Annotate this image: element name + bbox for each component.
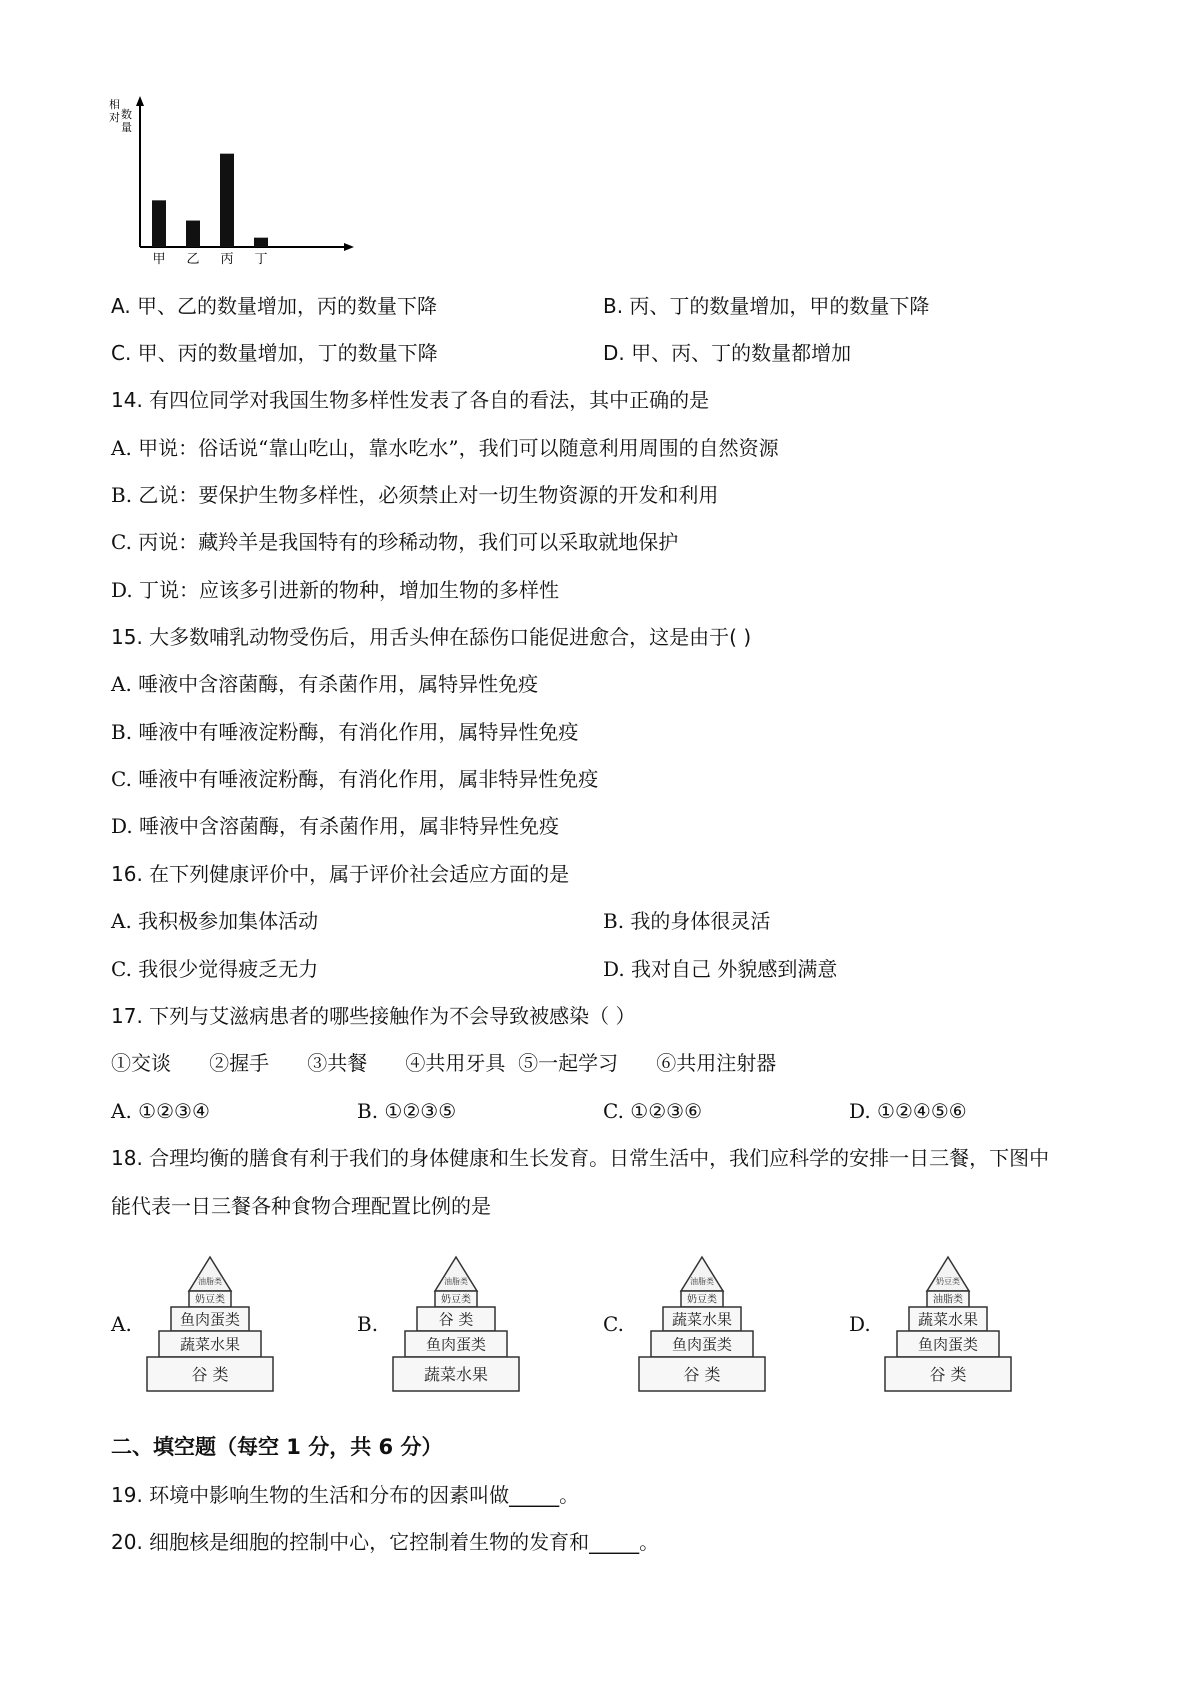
q18-stem-line1: 18. 合理均衡的膳食有利于我们的身体健康和生长发育。日常生活中，我们应科学的安排一日三餐，下图中 xyxy=(111,1146,1050,1170)
pyramid-tier-label: 鱼肉蛋类 xyxy=(671,1335,733,1354)
q17-stem: 17. 下列与艾滋病患者的哪些接触作为不会导致被感染（ ） xyxy=(111,1004,636,1028)
q20-text: 20. 细胞核是细胞的控制中心，它控制着生物的发育和_____。 xyxy=(111,1530,660,1554)
q14-option-c: C. 丙说：藏羚羊是我国特有的珍稀动物，我们可以采取就地保护 xyxy=(111,530,679,554)
pyramid-tier-label: 谷 类 xyxy=(929,1364,967,1384)
food-pyramid xyxy=(883,1255,1013,1395)
q16-option-b: B. 我的身体很灵活 xyxy=(603,909,771,933)
pyramid-tier-label: 鱼肉蛋类 xyxy=(425,1335,487,1354)
pyramid-tier-label: 奶豆类 xyxy=(687,1294,717,1306)
section2-heading: 二、填空题（每空 1 分，共 6 分） xyxy=(111,1435,443,1459)
q16-option-d: D. 我对自己 外貌感到满意 xyxy=(603,957,838,981)
q16-option-c: C. 我很少觉得疲乏无力 xyxy=(111,957,319,981)
pyramid-option-letter: A. xyxy=(111,1312,132,1336)
y-axis-label-text: 相对数量 xyxy=(109,98,132,134)
pyramid-tier-label: 谷 类 xyxy=(191,1364,229,1384)
pyramid-tier-label: 蔬菜水果 xyxy=(671,1310,733,1329)
bar-3 xyxy=(220,154,234,247)
pyramid-tier-label: 鱼肉蛋类 xyxy=(917,1335,979,1354)
q17-option-d: D. ①②④⑤⑥ xyxy=(849,1099,967,1123)
q13-option-d: D. 甲、丙、丁的数量都增加 xyxy=(603,341,852,365)
pyramid-tier-label: 鱼肉蛋类 xyxy=(179,1310,241,1329)
x-tick-label-2: 乙 xyxy=(186,252,200,267)
q17-option-c: C. ①②③⑥ xyxy=(603,1099,703,1123)
bar-2 xyxy=(186,221,200,247)
y-axis-label xyxy=(109,97,132,134)
x-tick-label-4: 丁 xyxy=(254,252,268,267)
q13-option-a: A. 甲、乙的数量增加，丙的数量下降 xyxy=(111,294,438,318)
pyramid-tier-label: 油脂类 xyxy=(198,1277,222,1286)
food-pyramid xyxy=(391,1255,521,1395)
pyramid-tier-label: 蔬菜水果 xyxy=(423,1364,489,1384)
pyramid-tier-label: 奶豆类 xyxy=(441,1294,471,1306)
pyramid-tier-label: 油脂类 xyxy=(444,1277,468,1286)
y-axis-arrow xyxy=(136,96,144,106)
q17-option-a: A. ①②③④ xyxy=(111,1099,210,1123)
q15-stem: 15. 大多数哺乳动物受伤后，用舌头伸在舔伤口能促进愈合，这是由于( ) xyxy=(111,625,752,649)
q17-items: ①交谈 ②握手 ③共餐 ④共用牙具 ⑤一起学习 ⑥共用注射器 xyxy=(111,1051,777,1075)
bar-1 xyxy=(152,200,166,247)
q15-option-a: A. 唾液中含溶菌酶，有杀菌作用，属特异性免疫 xyxy=(111,672,539,696)
food-pyramid xyxy=(145,1255,275,1395)
pyramid-option-letter: D. xyxy=(849,1312,871,1336)
q17-option-b: B. ①②③⑤ xyxy=(357,1099,457,1123)
q14-option-d: D. 丁说：应该多引进新的物种，增加生物的多样性 xyxy=(111,578,560,602)
pyramid-tier-label: 油脂类 xyxy=(933,1294,963,1306)
q15-option-d: D. 唾液中含溶菌酶，有杀菌作用，属非特异性免疫 xyxy=(111,814,560,838)
pyramid-tier-label: 奶豆类 xyxy=(936,1277,960,1286)
x-tick-label-3: 丙 xyxy=(220,252,234,267)
q13-option-c: C. 甲、丙的数量增加，丁的数量下降 xyxy=(111,341,438,365)
pyramid-tier-label: 蔬菜水果 xyxy=(179,1335,241,1354)
pyramid-option-letter: B. xyxy=(357,1312,379,1336)
q14-stem: 14. 有四位同学对我国生物多样性发表了各自的看法，其中正确的是 xyxy=(111,388,710,412)
q15-option-c: C. 唾液中有唾液淀粉酶，有消化作用，属非特异性免疫 xyxy=(111,767,599,791)
q16-stem: 16. 在下列健康评价中，属于评价社会适应方面的是 xyxy=(111,862,570,886)
pyramid-tier-label: 谷 类 xyxy=(683,1364,721,1384)
q18-stem-line2: 能代表一日三餐各种食物合理配置比例的是 xyxy=(111,1194,491,1218)
x-tick-label-1: 甲 xyxy=(152,252,166,267)
pyramid-option-letter: C. xyxy=(603,1312,624,1336)
x-axis-arrow xyxy=(344,243,354,251)
q19-text: 19. 环境中影响生物的生活和分布的因素叫做_____。 xyxy=(111,1483,580,1507)
q15-option-b: B. 唾液中有唾液淀粉酶，有消化作用，属特异性免疫 xyxy=(111,720,579,744)
q16-option-a: A. 我积极参加集体活动 xyxy=(111,909,319,933)
bar-4 xyxy=(254,238,268,247)
pyramid-tier-label: 奶豆类 xyxy=(195,1294,225,1306)
q14-option-a: A. 甲说：俗话说“靠山吃山，靠水吃水”，我们可以随意利用周围的自然资源 xyxy=(111,436,779,460)
q13-option-b: B. 丙、丁的数量增加，甲的数量下降 xyxy=(603,294,930,318)
pyramid-tier-label: 蔬菜水果 xyxy=(917,1310,979,1329)
bar-chart xyxy=(108,92,368,272)
food-pyramid xyxy=(637,1255,767,1395)
pyramid-tier-label: 油脂类 xyxy=(690,1277,714,1286)
pyramid-tier-label: 谷 类 xyxy=(438,1310,474,1329)
q14-option-b: B. 乙说：要保护生物多样性，必须禁止对一切生物资源的开发和利用 xyxy=(111,483,719,507)
